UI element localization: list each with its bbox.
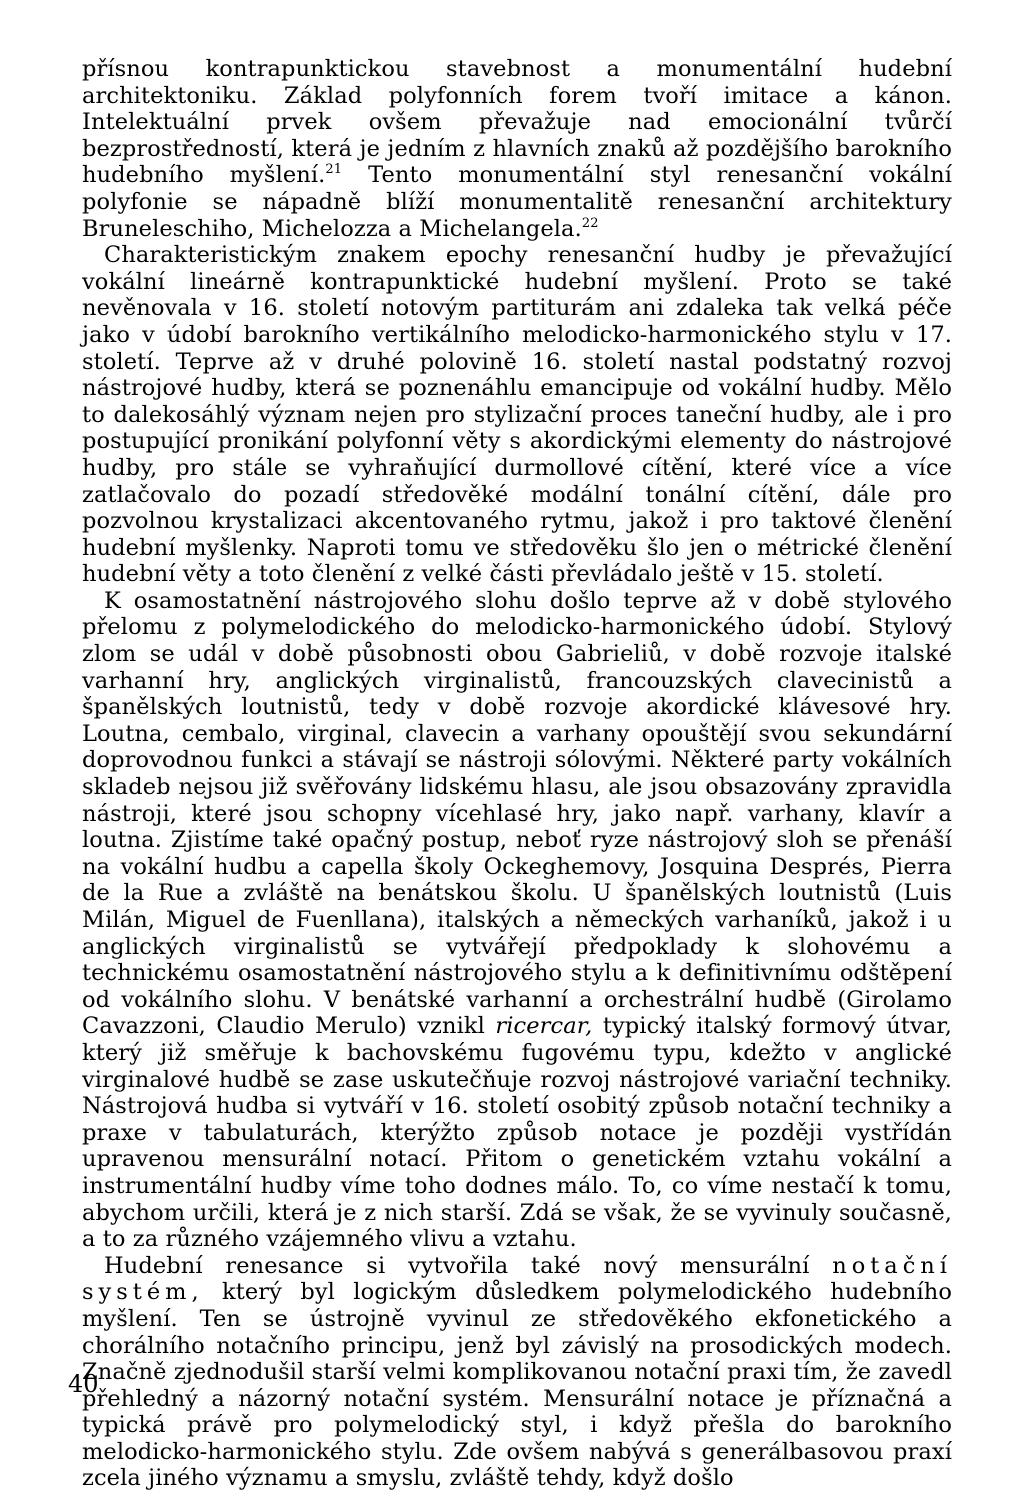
paragraph-text: Charakteristickým znakem epochy renesanční hudby je převažující vokální lineárně kontrapunktické hudební myšlení. Proto se také nevěnovala v 16. století notovým partiturám ani zdaleka tak velká péče jako v údobí barokního vertikálního melodicko-harmonického stylu v 17. století. Teprve až v druhé polovině 16. století nastal podstatný rozvoj nástrojové hudby, která se poznenáhlu emancipuje od vokální hudby. Mělo to dalekosáhlý význam nejen pro stylizační proces taneční hudby, ale i pro postupující pronikání polyfonní věty s akordickými elementy do nástrojové hudby, pro stále se vyhraňující durmollové cítění, které více a více zatlačovalo do pozadí středověké modální tonální cítění, dále pro pozvolnou krystalizaci akcentovaného rytmu, jakož i pro taktové členění hudební myšlenky. Naproti tomu ve středověku šlo jen o métrické členění hudební věty a toto členění z velké části převládalo ještě v 15. století.: [82, 242, 952, 588]
paragraph-text: který byl logickým důsledkem polymelodického hudebního myšlení. Ten se ústrojně vyvinul ze středověkého ekfonetického a chorálního notačního principu, jenž byl závislý na prosodických modech. Značně zjednodušil starší velmi komplikovanou notační praxi tím, že zavedl přehledný a názorný notační systém. Mensurální notace je příznačná a typická právě pro polymelodický styl, i když přešla do barokního melodicko-harmonického stylu. Zde ovšem nabývá s generálbasovou praxí zcela jiného významu a smyslu, zvláště tehdy, když došlo: [82, 1279, 952, 1492]
italic-term: ricercar,: [495, 1013, 593, 1040]
paragraph: [82, 588, 952, 1253]
paragraph-text: přísnou kontrapunktickou stavebnost a monumentální hudební architektoniku. Základ polyfonních forem tvoří imitace a kánon. Intelektuální prvek ovšem převažuje nad emocionální tvůrčí bezprostředností, která je jedním z hlavních znaků až pozdějšího barokního hudebního myšlení.: [82, 56, 952, 189]
footnote-ref: 21: [325, 162, 343, 178]
page-number: 40: [68, 1370, 99, 1398]
page-body: [82, 56, 952, 1492]
paragraph-text: typický italský formový útvar, který již směřuje k bachovskému fugovému typu, kdežto v anglické virginalové hudbě se zase uskutečňuje rozvoj nástrojové variační techniky. Nástrojová hudba si vytváří v 16. století osobitý způsob notační techniky a praxe v tabulaturách, kterýžto způsob notace je později vystřídán upravenou mensurální notací. Přitom o genetickém vztahu vokální a instrumentální hudby víme toho dodnes málo. To, co víme nestačí k tomu, abychom určili, která je z nich starší. Zdá se však, že se vyvinuly současně, a to za různého vzájemného vlivu a vztahu.: [82, 1013, 952, 1253]
footnote-ref: 22: [581, 215, 599, 231]
paragraph: [82, 56, 952, 242]
paragraph-text: K osamostatnění nástrojového slohu došlo teprve až v době stylového přelomu z polymelodického do melodicko-harmonického údobí. Stylový zlom se udál v době působnosti obou Gabrieliů, v době rozvoje italské varhanní hry, anglických virginalistů, francouzských clavecinistů a španělských loutnistů, tedy v době rozvoje akordické klávesové hry. Loutna, cembalo, virginal, clavecin a varhany opouštějí svou sekundární doprovodnou funkci a stávají se nástroji sólovými. Některé party vokálních skladeb nejsou již svěřovány lidskému hlasu, ale jsou obsazovány zpravidla nástroji, které jsou schopny vícehlasé hry, jako např. varhany, klavír a loutna. Zjistíme také opačný postup, neboť ryze nástrojový sloh se přenáší na vokální hudbu a capella školy Ockeghemovy, Josquina Després, Pierra de la Rue a zvláště na benátskou školu. U španělských loutnistů (Luis Milán, Miguel de Fuenllana), italských a německých varhaníků, jakož i u anglických virginalistů se vytvářejí předpoklady k slohovému a technickému osamostatnění nástrojového stylu a k definitivnímu odštěpení od vokálního slohu. V benátské varhanní a orchestrální hudbě (Girolamo Cavazzoni, Claudio Merulo) vznikl: [82, 587, 952, 1040]
paragraph-text: Hudební renesance si vytvořila také nový mensurální: [104, 1252, 833, 1279]
paragraph: [82, 1253, 952, 1492]
paragraph-text: Tento monumentální styl renesanční vokální polyfonie se nápadně blíží monumentalitě renesanční architektury Bruneleschiho, Michelozza a Michelangela.: [82, 162, 952, 242]
paragraph: [82, 242, 952, 588]
spaced-emphasis: notační systém,: [82, 1252, 952, 1306]
